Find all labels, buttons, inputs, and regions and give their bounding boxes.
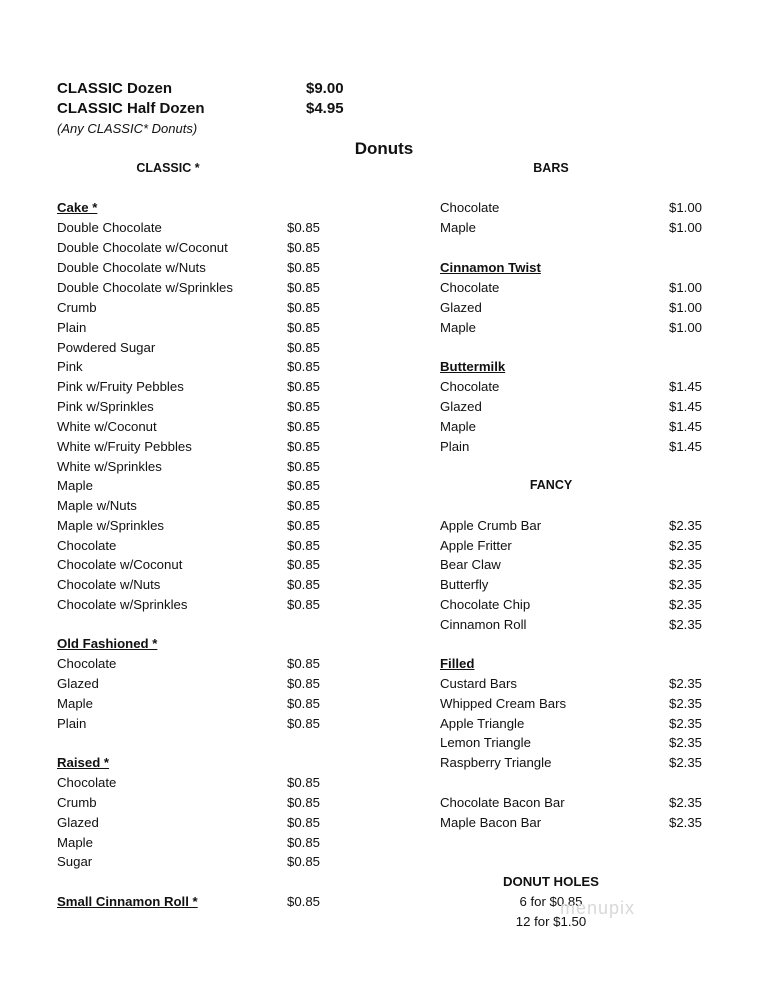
item-price: $0.85	[287, 478, 321, 493]
item-price: $0.85	[287, 439, 321, 454]
classic-note: (Any CLASSIC* Donuts)	[57, 121, 198, 136]
item-name: Pink	[57, 359, 83, 374]
bars-column-heading: BARS	[533, 161, 569, 175]
list-item	[57, 575, 337, 595]
item-name: Pink w/Sprinkles	[57, 399, 154, 414]
item-price: $0.85	[287, 518, 321, 533]
classic-half-dozen-price: $4.95	[306, 100, 344, 117]
item-price: $2.35	[669, 716, 703, 731]
list-item	[57, 813, 337, 833]
list-item	[440, 694, 710, 714]
item-price: $0.85	[287, 815, 321, 830]
item-price: $1.45	[669, 439, 703, 454]
list-item	[440, 198, 710, 218]
item-name: Chocolate Chip	[440, 597, 531, 612]
list-item	[57, 298, 337, 318]
donut-holes-title: DONUT HOLES	[503, 874, 599, 889]
item-name: Pink w/Fruity Pebbles	[57, 379, 184, 394]
item-price: $0.85	[287, 894, 321, 909]
item-name: Maple	[57, 835, 93, 850]
item-name: Chocolate w/Coconut	[57, 557, 183, 572]
list-item	[57, 238, 337, 258]
fancy-heading: FANCY	[529, 478, 573, 492]
item-name: Chocolate	[57, 538, 117, 553]
item-price: $0.85	[287, 419, 321, 434]
item-price: $2.35	[669, 538, 703, 553]
item-name: Maple w/Sprinkles	[57, 518, 165, 533]
item-price: $0.85	[287, 716, 321, 731]
list-item	[440, 813, 710, 833]
item-name: Powdered Sugar	[57, 340, 156, 355]
section-buttermilk: Buttermilk	[440, 359, 506, 374]
item-name: White w/Coconut	[57, 419, 157, 434]
item-name: Double Chocolate w/Coconut	[57, 240, 228, 255]
list-item	[57, 377, 337, 397]
item-name: Crumb	[57, 300, 97, 315]
list-item	[57, 357, 337, 377]
item-price: $2.35	[669, 795, 703, 810]
list-item	[57, 892, 337, 912]
item-name: Maple	[57, 478, 93, 493]
item-price: $1.00	[669, 300, 703, 315]
section-cinnamon-twist: Cinnamon Twist	[440, 260, 541, 275]
item-name: Maple Bacon Bar	[440, 815, 542, 830]
list-item	[440, 615, 710, 635]
list-item	[440, 555, 710, 575]
item-price: $2.35	[669, 676, 703, 691]
list-item	[440, 516, 710, 536]
item-price: $0.85	[287, 795, 321, 810]
item-name: Chocolate	[57, 775, 117, 790]
list-item	[440, 793, 710, 813]
list-item	[57, 318, 337, 338]
item-name: Maple	[440, 419, 476, 434]
item-name: Maple w/Nuts	[57, 498, 137, 513]
item-name: Glazed	[440, 300, 482, 315]
classic-half-dozen-label: CLASSIC Half Dozen	[57, 100, 205, 117]
item-name: Chocolate	[440, 280, 500, 295]
section-old-fashioned: Old Fashioned *	[57, 636, 158, 651]
item-price: $0.85	[287, 240, 321, 255]
item-price: $1.00	[669, 320, 703, 335]
list-item	[57, 476, 337, 496]
list-item	[57, 457, 337, 477]
item-name: Chocolate w/Sprinkles	[57, 597, 188, 612]
list-item	[57, 397, 337, 417]
list-item	[57, 555, 337, 575]
item-price: $0.85	[287, 538, 321, 553]
item-price: $1.00	[669, 220, 703, 235]
item-name: White w/Fruity Pebbles	[57, 439, 192, 454]
item-name: Crumb	[57, 795, 97, 810]
item-price: $0.85	[287, 459, 321, 474]
item-price: $2.35	[669, 557, 703, 572]
item-name: Bear Claw	[440, 557, 501, 572]
list-item	[440, 397, 710, 417]
item-name: Custard Bars	[440, 676, 517, 691]
item-price: $0.85	[287, 696, 321, 711]
list-item	[57, 496, 337, 516]
section-small-cinnamon-roll: Small Cinnamon Roll *	[57, 894, 198, 909]
section-cake: Cake *	[57, 200, 98, 215]
item-price: $0.85	[287, 220, 321, 235]
item-name: Maple	[57, 696, 93, 711]
item-name: Chocolate	[440, 200, 500, 215]
item-name: Apple Crumb Bar	[440, 518, 542, 533]
item-name: Maple	[440, 220, 476, 235]
list-item	[57, 258, 337, 278]
item-name: Double Chocolate w/Sprinkles	[57, 280, 233, 295]
classic-dozen-price: $9.00	[306, 80, 344, 97]
item-name: Chocolate Bacon Bar	[440, 795, 565, 810]
list-item	[440, 278, 710, 298]
list-item	[440, 377, 710, 397]
list-item	[57, 516, 337, 536]
item-name: Whipped Cream Bars	[440, 696, 567, 711]
item-price: $2.35	[669, 696, 703, 711]
page-title: Donuts	[354, 139, 414, 158]
section-raised: Raised *	[57, 755, 110, 770]
item-price: $0.85	[287, 597, 321, 612]
item-name: Chocolate	[57, 656, 117, 671]
item-price: $0.85	[287, 340, 321, 355]
list-item	[57, 773, 337, 793]
item-price: $0.85	[287, 835, 321, 850]
item-name: Plain	[440, 439, 470, 454]
item-price: $0.85	[287, 399, 321, 414]
item-name: Glazed	[57, 815, 99, 830]
item-price: $0.85	[287, 854, 321, 869]
item-price: $1.00	[669, 200, 703, 215]
list-item	[57, 852, 337, 872]
item-price: $0.85	[287, 557, 321, 572]
list-item	[57, 793, 337, 813]
list-item	[440, 298, 710, 318]
item-price: $0.85	[287, 379, 321, 394]
item-name: Apple Triangle	[440, 716, 525, 731]
list-item	[440, 674, 710, 694]
list-item	[440, 714, 710, 734]
item-price: $2.35	[669, 755, 703, 770]
item-name: White w/Sprinkles	[57, 459, 162, 474]
item-name: Chocolate w/Nuts	[57, 577, 161, 592]
item-price: $1.00	[669, 280, 703, 295]
section-filled: Filled	[440, 656, 475, 671]
item-price: $0.85	[287, 577, 321, 592]
donut-holes-line: 6 for $0.85	[519, 894, 583, 909]
item-price: $2.35	[669, 597, 703, 612]
item-name: Butterfly	[440, 577, 489, 592]
item-price: $0.85	[287, 300, 321, 315]
item-price: $2.35	[669, 735, 703, 750]
list-item	[440, 536, 710, 556]
item-name: Sugar	[57, 854, 93, 869]
list-item	[57, 536, 337, 556]
item-name: Apple Fritter	[440, 538, 512, 553]
item-name: Double Chocolate	[57, 220, 162, 235]
item-name: Plain	[57, 716, 87, 731]
list-item	[440, 753, 710, 773]
list-item	[57, 674, 337, 694]
list-item	[440, 437, 710, 457]
item-name: Plain	[57, 320, 87, 335]
list-item	[440, 218, 710, 238]
item-name: Cinnamon Roll	[440, 617, 527, 632]
list-item	[440, 417, 710, 437]
item-name: Glazed	[57, 676, 99, 691]
item-name: Maple	[440, 320, 476, 335]
item-price: $1.45	[669, 379, 703, 394]
item-price: $0.85	[287, 320, 321, 335]
item-price: $0.85	[287, 260, 321, 275]
item-name: Double Chocolate w/Nuts	[57, 260, 206, 275]
item-price: $0.85	[287, 498, 321, 513]
list-item	[440, 733, 710, 753]
list-item	[57, 833, 337, 853]
list-item	[440, 595, 710, 615]
list-item	[57, 694, 337, 714]
list-item	[57, 417, 337, 437]
item-price: $0.85	[287, 656, 321, 671]
list-item	[440, 318, 710, 338]
list-item	[57, 437, 337, 457]
list-item	[57, 218, 337, 238]
item-name: Lemon Triangle	[440, 735, 531, 750]
item-price: $0.85	[287, 775, 321, 790]
list-item	[57, 714, 337, 734]
item-price: $2.35	[669, 815, 703, 830]
item-price: $2.35	[669, 577, 703, 592]
list-item	[57, 278, 337, 298]
item-price: $0.85	[287, 280, 321, 295]
item-price: $0.85	[287, 359, 321, 374]
item-name: Raspberry Triangle	[440, 755, 552, 770]
item-price: $1.45	[669, 399, 703, 414]
list-item	[57, 595, 337, 615]
donut-holes-line: 12 for $1.50	[515, 914, 587, 929]
watermark: menupix	[560, 898, 636, 918]
list-item	[440, 575, 710, 595]
item-price: $2.35	[669, 518, 703, 533]
classic-column-heading: CLASSIC *	[136, 161, 200, 175]
item-price: $0.85	[287, 676, 321, 691]
item-name: Chocolate	[440, 379, 500, 394]
item-name: Glazed	[440, 399, 482, 414]
item-price: $2.35	[669, 617, 703, 632]
item-price: $1.45	[669, 419, 703, 434]
list-item	[57, 654, 337, 674]
list-item	[57, 338, 337, 358]
classic-dozen-label: CLASSIC Dozen	[57, 80, 173, 97]
